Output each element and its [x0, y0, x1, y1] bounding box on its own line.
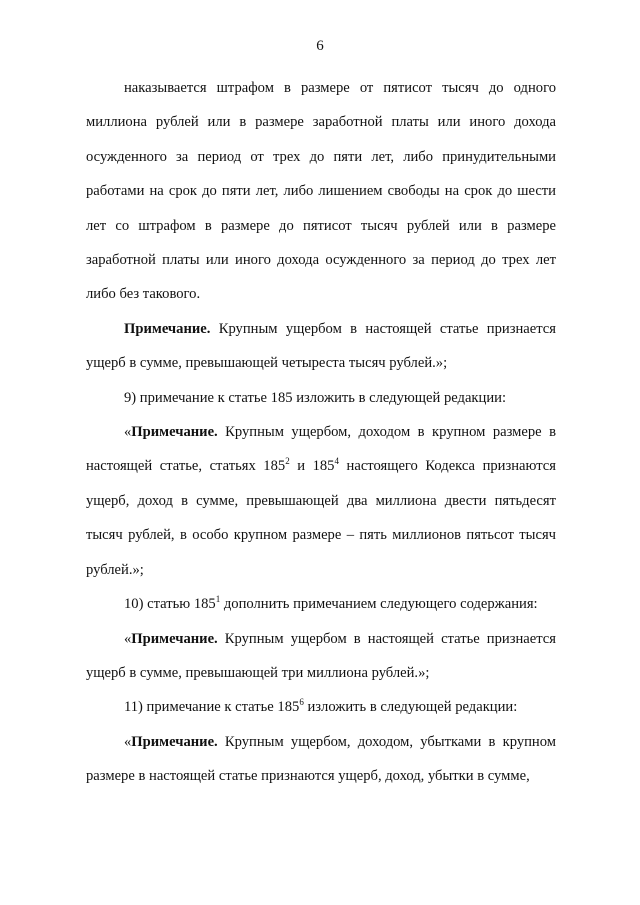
note-text: Крупным ущербом, доходом в крупном размере в настоящей статье, статьях 185	[86, 424, 556, 475]
page-number: 6	[316, 38, 324, 54]
item-text: изложить в следующей редакции:	[303, 699, 518, 716]
paragraph-note-3m	[86, 622, 556, 691]
superscript: 1	[215, 594, 221, 605]
paragraph-item-10	[86, 587, 556, 621]
superscript: 2	[285, 456, 290, 467]
note-text: Крупным ущербом в настоящей статье признается ущерб в сумме, превышающей четыреста тысяч рублей.»;	[86, 320, 556, 372]
open-quote: «	[124, 733, 132, 750]
item-text: 11) примечание к статье 185	[124, 699, 300, 716]
note-label: Примечание.	[131, 424, 218, 441]
paragraph-item-9: 9) примечание к статье 185 изложить в следующей редакции:	[124, 389, 507, 406]
open-quote: «	[124, 424, 132, 441]
note-label: Примечание.	[124, 320, 211, 337]
note-text: и 185	[289, 458, 335, 475]
item-text: 10) статью 185	[124, 596, 216, 613]
open-quote: «	[124, 630, 132, 647]
note-label: Примечание.	[131, 733, 218, 750]
document-body	[86, 71, 556, 794]
note-text: Крупным ущербом в настоящей статье признается ущерб в сумме, превышающей три миллиона рублей.»;	[86, 630, 556, 681]
paragraph-item-11	[86, 690, 556, 724]
paragraph-note-400k	[86, 312, 556, 381]
paragraph-note-185	[86, 415, 556, 587]
superscript: 6	[299, 697, 304, 708]
paragraph-note-185-6	[86, 725, 556, 794]
superscript: 4	[334, 456, 339, 467]
item-text: дополнить примечанием следующего содержания:	[220, 596, 538, 613]
note-text: настоящего Кодекса признаются ущерб, доход в сумме, превышающей два миллиона двести пятьдесят тысяч рублей, в особо крупном размере – пять миллионов пятьсот тысяч рублей.»;	[86, 458, 556, 578]
note-text: Крупным ущербом, доходом, убытками в крупном размере в настоящей статье признаются ущерб, доход, убытки в сумме,	[86, 733, 556, 785]
note-label: Примечание.	[131, 630, 218, 647]
paragraph-penalty-continuation: наказывается штрафом в размере от пятисот тысяч до одного миллиона рублей или в размере заработной платы или иного дохода осужденного за период от трех до пяти лет, либо принудительными работами на срок до пяти лет, либо лишением свободы на срок до шести лет со штрафом в размере до пятисот тысяч рублей или в размере заработной платы или иного дохода осужденного за период до трех лет либо без такового.	[86, 80, 556, 303]
